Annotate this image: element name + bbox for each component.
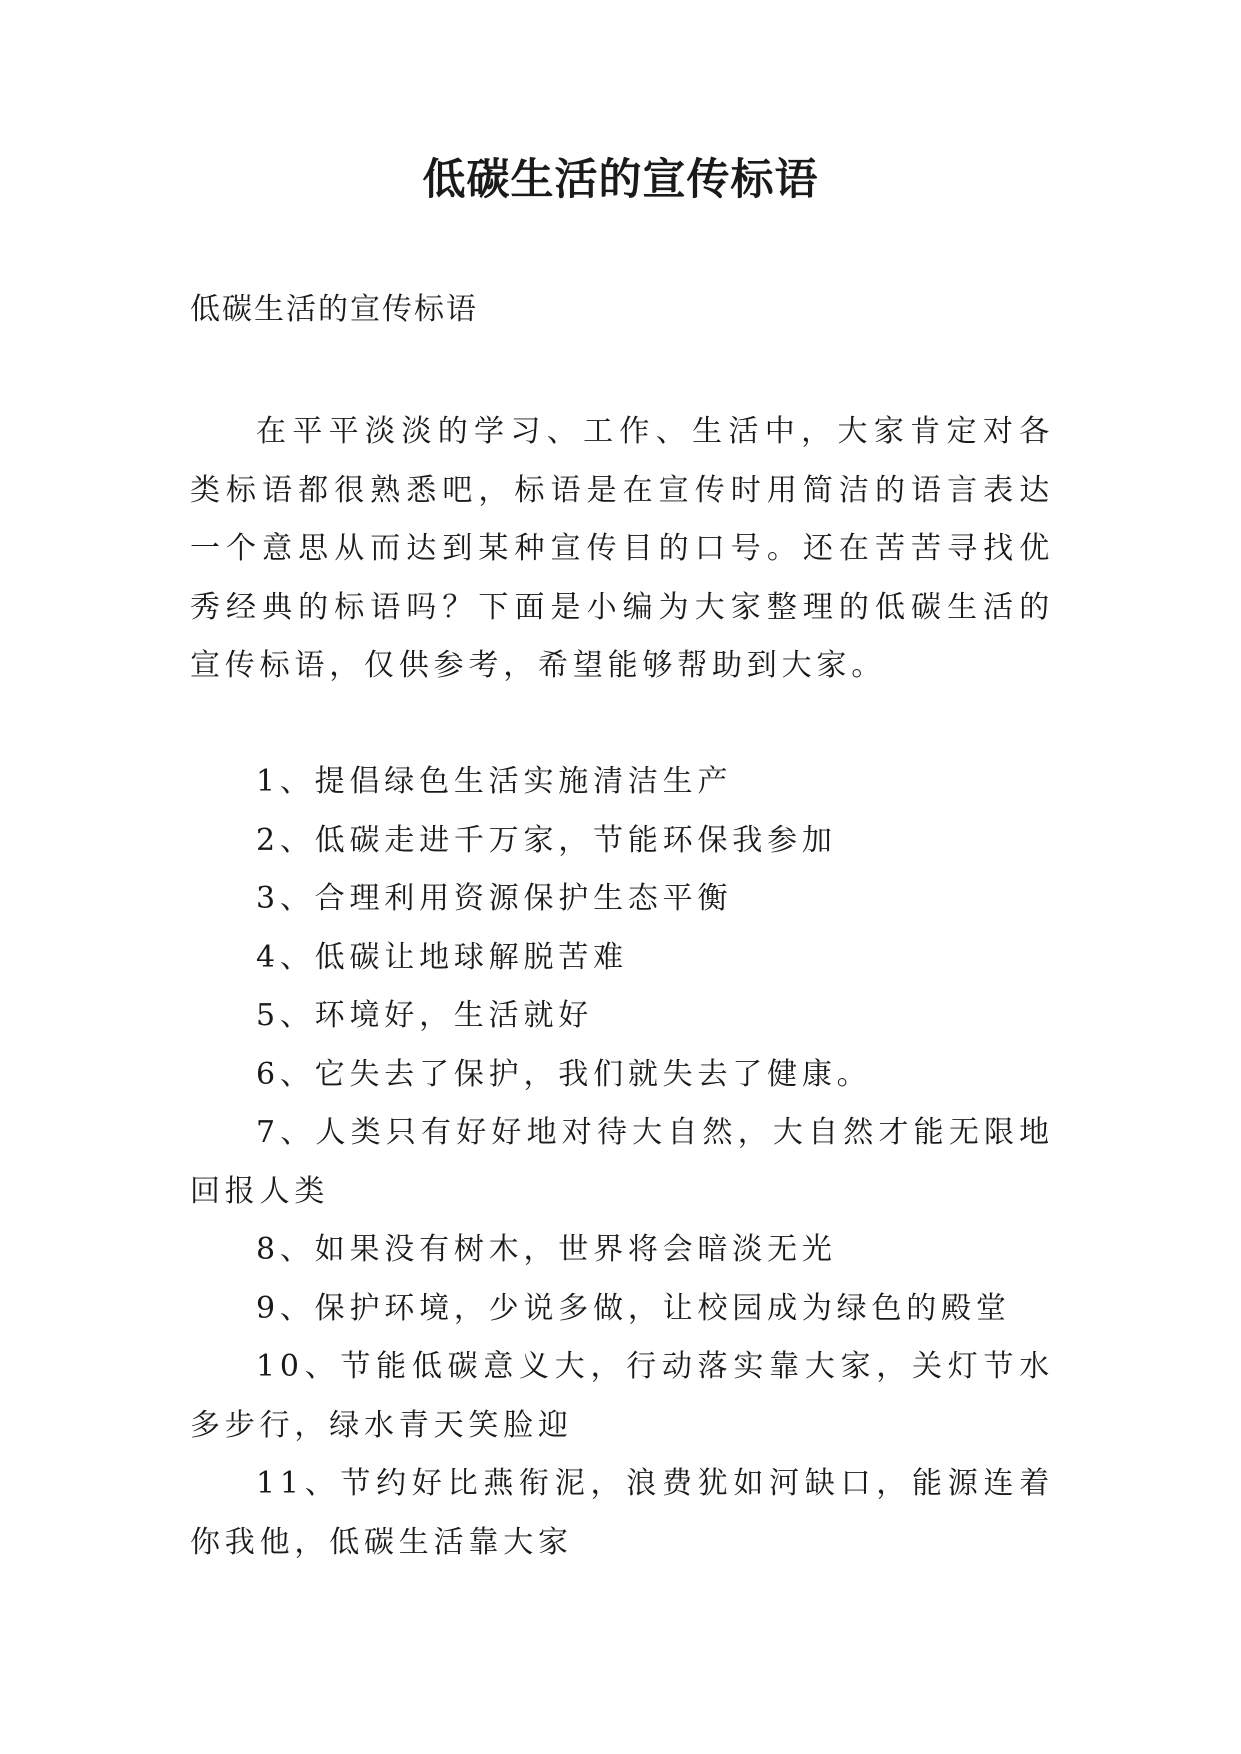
document-title: 低碳生活的宣传标语 [422,155,819,205]
intro-paragraph: 在平平淡淡的学习、工作、生活中，大家肯定对各类标语都很熟悉吧，标语是在宣传时用简洁的语言表达一个意思从而达到某种宣传目的口号。还在苦苦寻找优秀经典的标语吗？下面是小编为大家整理的低碳生活的宣传标语，仅供参考，希望能够帮助到大家。 [190,414,1054,683]
slogan-item: 2、低碳走进千万家，节能环保我参加 [256,822,837,858]
slogan-item: 3、合理利用资源保护生态平衡 [256,881,733,916]
document-subtitle: 低碳生活的宣传标语 [190,292,478,327]
slogan-item: 1、提倡绿色生活实施清洁生产 [256,764,733,799]
slogan-list [190,753,1054,1572]
slogan-item: 4、低碳让地球解脱苦难 [256,939,628,975]
slogan-item: 11、节约好比燕衔泥，浪费犹如河缺口，能源连着你我他，低碳生活靠大家 [190,1466,1054,1560]
slogan-item: 7、人类只有好好地对待大自然，大自然才能无限地回报人类 [190,1115,1054,1209]
slogan-item: 9、保护环境，少说多做，让校园成为绿色的殿堂 [256,1290,1011,1326]
slogan-item: 8、如果没有树木，世界将会暗淡无光 [256,1232,837,1267]
slogan-item: 10、节能低碳意义大，行动落实靠大家，关灯节水多步行，绿水青天笑脸迎 [190,1349,1054,1443]
slogan-item: 5、环境好，生活就好 [256,998,594,1033]
slogan-item: 6、它失去了保护，我们就失去了健康。 [256,1056,872,1092]
